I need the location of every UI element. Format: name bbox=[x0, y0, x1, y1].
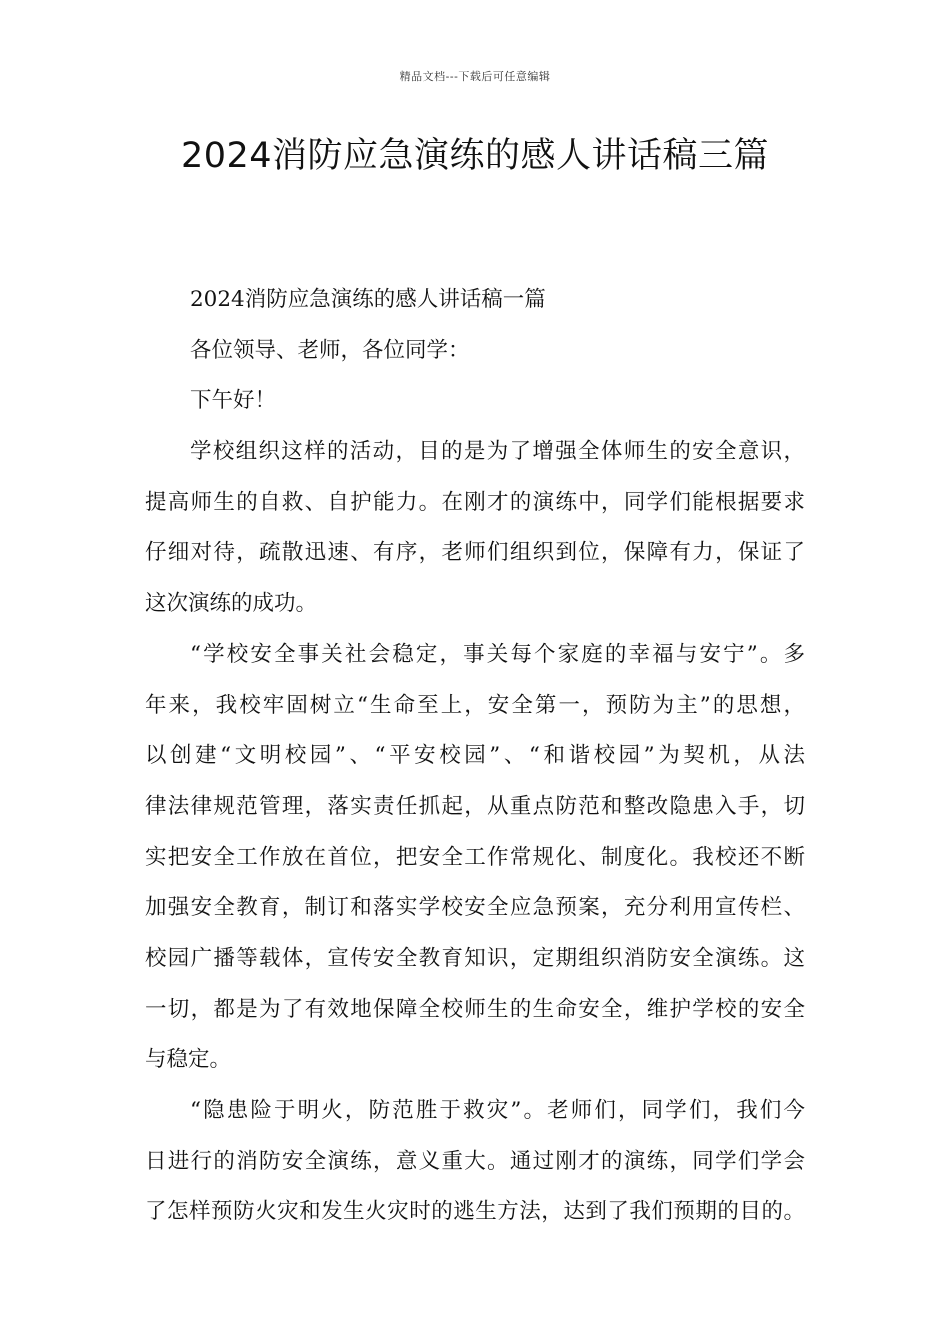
document-title: 2024消防应急演练的感人讲话稿三篇 bbox=[180, 136, 770, 176]
paragraph-line: 这次演练的成功。 bbox=[145, 591, 318, 617]
paragraph-line: 与稳定。 bbox=[145, 1047, 232, 1073]
paragraph-line: 日进行的消防安全演练，意义重大。通过刚才的演练，同学们学会 bbox=[145, 1148, 805, 1174]
paragraph-line: 律法律规范管理，落实责任抓起，从重点防范和整改隐患入手，切 bbox=[145, 793, 805, 819]
greeting: 下午好！ bbox=[190, 388, 277, 414]
paragraph-line: 仔细对待，疏散迅速、有序，老师们组织到位，保障有力，保证了 bbox=[145, 540, 805, 566]
paragraph-line: 一切，都是为了有效地保障全校师生的生命安全，维护学校的安全 bbox=[145, 996, 805, 1022]
paragraph-line: “隐患险于明火，防范胜于救灾”。老师们，同学们，我们今 bbox=[190, 1098, 805, 1123]
paragraph-line: 学校组织这样的活动，目的是为了增强全体师生的安全意识， bbox=[190, 439, 805, 465]
paragraph-line: 了怎样预防火灾和发生火灾时的逃生方法，达到了我们预期的目的。 bbox=[145, 1199, 805, 1225]
header-note: 精品文档---下载后可任意编辑 bbox=[399, 70, 551, 83]
paragraph-line: 以创建“文明校园”、“平安校园”、“和谐校园”为契机，从法 bbox=[145, 743, 805, 769]
paragraph-line: 校园广播等载体，宣传安全教育知识，定期组织消防安全演练。这 bbox=[145, 945, 805, 971]
paragraph-line: 加强安全教育，制订和落实学校安全应急预案，充分利用宣传栏、 bbox=[145, 895, 805, 921]
paragraph-line: “学校安全事关社会稳定，事关每个家庭的幸福与安宁”。多 bbox=[190, 641, 805, 667]
paragraph-line: 年来，我校牢固树立“生命至上，安全第一，预防为主”的思想， bbox=[145, 692, 805, 718]
salutation: 各位领导、老师，各位同学： bbox=[190, 337, 470, 363]
paragraph-line: 提高师生的自救、自护能力。在刚才的演练中，同学们能根据要求 bbox=[145, 489, 805, 515]
paragraph-line: 实把安全工作放在首位，把安全工作常规化、制度化。我校还不断 bbox=[145, 844, 805, 870]
section-heading: 2024消防应急演练的感人讲话稿一篇 bbox=[190, 287, 546, 312]
document-body bbox=[145, 281, 805, 1244]
